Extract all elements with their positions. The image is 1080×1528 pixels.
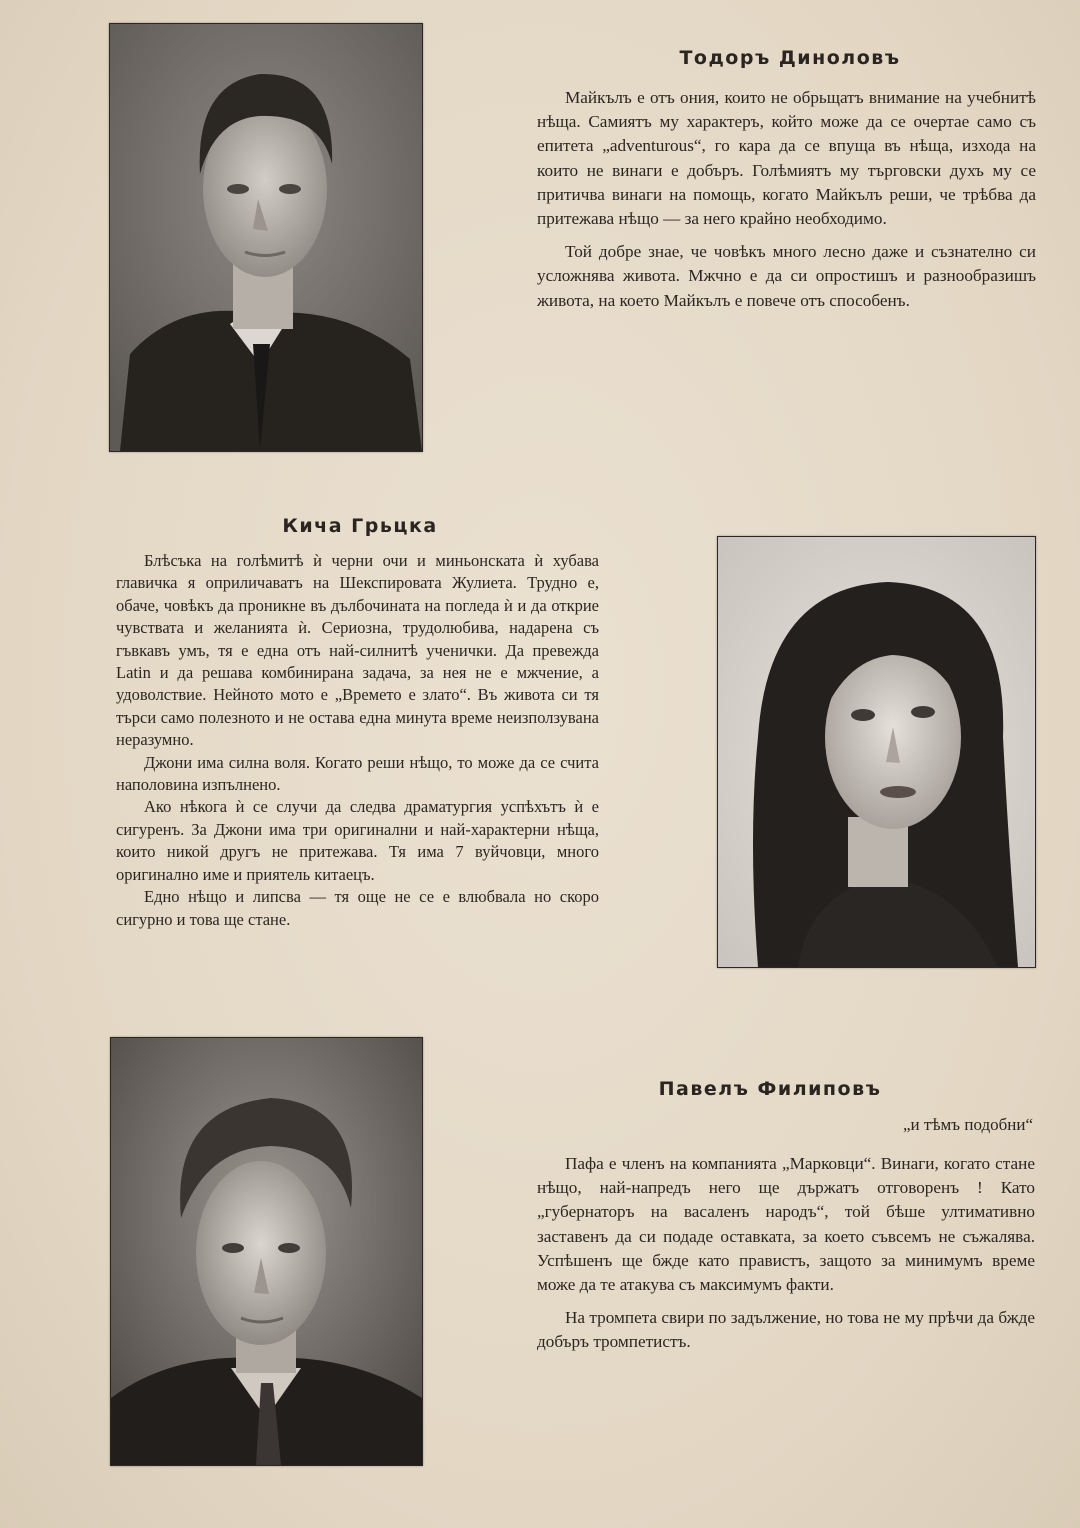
portrait-photo-kicha (717, 536, 1036, 968)
bio-paragraph: Той добре знае, че човѣкъ много лесно даже и съзнателно си усложнява живота. Мжчно е да си опростишъ и разнообразишъ живота, на което Майкълъ е повече отъ способенъ. (537, 242, 1036, 310)
bio-text-kicha (116, 550, 599, 931)
man-portrait-icon (111, 1038, 422, 1465)
woman-portrait-icon (718, 537, 1035, 967)
bio-paragraph: Майкълъ е отъ ония, които не обрьщатъ внимание на учебнитѣ нѣща. Самиятъ му характеръ, който може да се очертае само съ епитета „adventurous“, го кара да се впуща въ нѣща, изхода на които не винаги е добъръ. Голѣмиятъ му търговски духъ му се притичва винаги на помощь, когато Майкълъ реши, че трѣбва да притежава нѣщо — за него крайно необходимо. (537, 88, 1036, 229)
bio-paragraph: Блѣсъка на голѣмитѣ ѝ черни очи и миньонската ѝ хубава главичка я оприличаватъ на Шекспировата Жулиета. Трудно е, обаче, човѣкъ да проникне въ дълбочината на погледа ѝ и да открие чувствата и желанията ѝ. Сериозна, трудолюбива, надарена съ гъвкавъ умъ, тя е една отъ най-силнитѣ ученички. Да превежда Latin и да решава комбинирана задача, за нея не е мжчение, а удоволствие. Нейното мото е „Времето е злато“. Въ живота си тя търси само полезното и не остава една минута време неизползувана неразумно. (116, 551, 599, 750)
bio-paragraph: На тромпета свири по задължение, но това не му прѣчи да бжде добъръ тромпетистъ. (537, 1308, 1035, 1352)
bio-paragraph: Ако нѣкога ѝ се случи да следва драматургия успѣхътъ ѝ е сигуренъ. За Джони има три оригинални и най-характерни нѣща, които никой другъ не притежава. Тя има 7 вуйчовци, много оригинално име и приятель китаецъ. (116, 797, 599, 884)
person-name-todor: Тодоръ Диноловъ (679, 47, 901, 69)
bio-text-todor (537, 86, 1036, 313)
person-name-pavel: Павелъ Филиповъ (658, 1078, 882, 1100)
epigraph: „и тѣмъ подобни“ (903, 1115, 1033, 1134)
bio-text-pavel (537, 1152, 1035, 1355)
person-name-kicha: Кича Грьцка (282, 515, 438, 537)
portrait-photo-todor (109, 23, 423, 452)
bio-paragraph: Пафа е членъ на компанията „Марковци“. Винаги, когато стане нѣщо, най-напредъ него ще държатъ отговоренъ ! Като „губернаторъ на васаленъ народъ“, той бѣше ултимативно заставенъ да си подаде оставката, за което съвсемъ не съжалява. Успѣшенъ ще бжде като правистъ, защото за минимумъ време може да те атакува съ максимумъ факти. (537, 1154, 1035, 1295)
bio-paragraph: Едно нѣщо и липсва — тя още не се е влюбвала но скоро сигурно и това ще стане. (116, 887, 599, 929)
portrait-photo-pavel (110, 1037, 423, 1466)
man-portrait-icon (110, 24, 422, 451)
bio-paragraph: Джони има силна воля. Когато реши нѣщо, то може да се счита наполовина изпълнено. (116, 752, 599, 795)
